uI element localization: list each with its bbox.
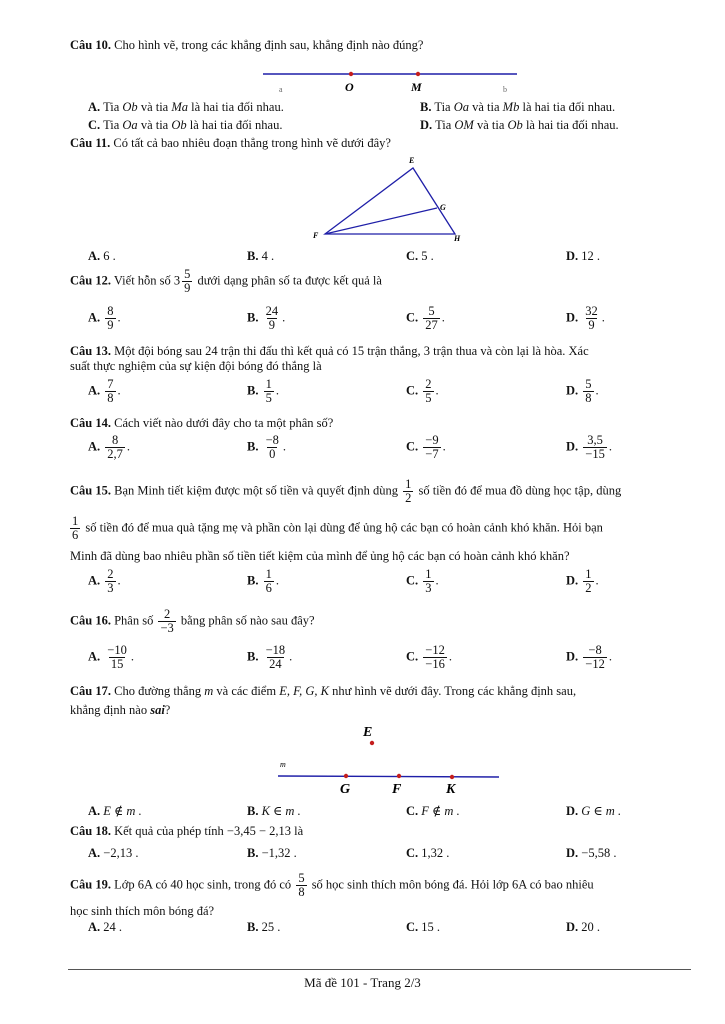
q18-option-c[interactable]: C. 1,32 . <box>406 846 450 860</box>
q14-option-c[interactable]: C. $\frac{-9}{-7}$ . <box>406 433 446 461</box>
label-e: E <box>363 725 373 740</box>
label-g: G <box>340 782 351 797</box>
point-m <box>416 72 420 76</box>
q18-option-a[interactable]: A. −2,13 . <box>88 846 139 860</box>
q17-figure <box>270 722 510 800</box>
q18-option-d[interactable]: D. −5,58 . <box>566 846 617 860</box>
q12-option-b[interactable]: B. $\frac{24}{9}$ . <box>247 304 286 332</box>
q14-option-a[interactable]: A. $\frac{8}{2,7}$ . <box>88 433 131 461</box>
q19-option-c[interactable]: C. 15 . <box>406 920 441 934</box>
label-f: F <box>313 231 319 240</box>
label-b: b <box>503 85 507 94</box>
q10-option-c[interactable]: C. Tia Oa và tia Ob là hai tia đối nhau. <box>88 118 283 132</box>
q17-option-d[interactable]: D. G ∈ m . <box>566 804 622 818</box>
label-a: a <box>279 85 283 94</box>
label-m: M <box>411 80 422 94</box>
point-f <box>397 774 401 778</box>
q10-figure <box>255 62 525 98</box>
triangle-efh <box>325 168 455 234</box>
q12-stem: Câu 12. Viết hỗn số 3 $\frac{5}{9}$ dưới dạng phân số ta được kết quả là <box>70 267 382 295</box>
q15-stem-line2: $\frac{1}{6}$ số tiền đó để mua quà tặng mẹ và phần còn lại dùng để ủng hộ các bạn có hoàn cảnh khó khăn. Hỏi bạn <box>72 514 603 542</box>
q13-option-a[interactable]: A. $\frac{7}{8}$ . <box>88 377 121 405</box>
q12-option-a[interactable]: A. $\frac{8}{9}$ . <box>88 304 121 332</box>
q16-option-a[interactable]: A. $\frac{-10}{15}$ . <box>88 643 134 671</box>
q15-option-b[interactable]: B. $\frac{1}{6}$ . <box>247 567 279 595</box>
q18-stem: Câu 18. Kết quả của phép tính −3,45 − 2,13 là <box>70 824 304 838</box>
point-o <box>349 72 353 76</box>
q19-option-d[interactable]: D. 20 . <box>566 920 601 934</box>
label-h: H <box>454 234 461 243</box>
q13-option-d[interactable]: D. $\frac{5}{8}$ . <box>566 377 599 405</box>
label-o: O <box>345 80 354 94</box>
point-g <box>344 774 348 778</box>
q11-figure <box>305 154 475 246</box>
q10-option-a[interactable]: A. Tia Ob và tia Ma là hai tia đối nhau. <box>88 100 284 114</box>
q17-option-a[interactable]: A. E ∉ m . <box>88 804 142 818</box>
q17-stem: Câu 17. Cho đường thẳng m và các điểm E, F, G, K như hình vẽ dưới đây. Trong các khẳng định sau, <box>70 684 577 698</box>
q15-option-c[interactable]: C. $\frac{1}{3}$ . <box>406 567 439 595</box>
q15-option-d[interactable]: D. $\frac{1}{2}$ . <box>566 567 599 595</box>
q19-stem-line2: học sinh thích môn bóng đá? <box>70 904 215 918</box>
q12-option-d[interactable]: D. $\frac{32}{9}$ . <box>566 304 605 332</box>
mixed-number-fraction: $\frac{5}{9}$ <box>184 267 191 295</box>
page-footer: Mã đề 101 - Trang 2/3 <box>304 975 421 990</box>
q10-option-b[interactable]: B. Tia Oa và tia Mb là hai tia đối nhau. <box>420 100 616 114</box>
q13-stem: Câu 13. Một đội bóng sau 24 trận thi đấu thì kết quả có 15 trận thắng, 3 trận thua và còn lại là hòa. Xác <box>70 344 589 358</box>
q13-stem-line2: suất thực nghiệm của sự kiện đội bóng đó thắng là <box>70 359 322 373</box>
point-k <box>450 775 454 779</box>
q14-option-d[interactable]: D. $\frac{3,5}{-15}$ . <box>566 433 612 461</box>
q11-option-d[interactable]: D. 12 . <box>566 249 601 263</box>
q19-option-a[interactable]: A. 24 . <box>88 920 123 934</box>
q16-option-d[interactable]: D. $\frac{-8}{-12}$ . <box>566 643 612 671</box>
label-f: F <box>392 782 402 797</box>
q11-option-c[interactable]: C. 5 . <box>406 249 434 263</box>
q14-option-b[interactable]: B. $\frac{-8}{0}$ . <box>247 433 287 461</box>
q15-stem-line3: Minh đã dùng bao nhiêu phần số tiền tiết kiệm của mình để ủng hộ các bạn có hoàn cảnh khó khăn? <box>70 549 570 563</box>
q13-option-b[interactable]: B. $\frac{1}{5}$ . <box>247 377 279 405</box>
q16-option-c[interactable]: C. $\frac{-12}{-16}$ . <box>406 643 452 671</box>
q18-option-b[interactable]: B. −1,32 . <box>247 846 297 860</box>
label-e: E <box>409 156 415 165</box>
label-k: K <box>446 782 456 797</box>
q10-option-d[interactable]: D. Tia OM và tia Ob là hai tia đối nhau. <box>420 118 619 132</box>
q16-option-b[interactable]: B. $\frac{-18}{24}$ . <box>247 643 293 671</box>
footer-divider <box>68 969 691 970</box>
q19-option-b[interactable]: B. 25 . <box>247 920 281 934</box>
point-e <box>370 741 374 745</box>
q17-stem-line2: khẳng định nào sai? <box>70 703 171 717</box>
q10-stem: Câu 10. Cho hình vẽ, trong các khẳng định sau, khẳng định nào đúng? <box>70 38 424 52</box>
q12-option-c[interactable]: C. $\frac{5}{27}$ . <box>406 304 445 332</box>
q19-stem: Câu 19. Lớp 6A có 40 học sinh, trong đó có $\frac{5}{8}$ số học sinh thích môn bóng đá. Hỏi lớp 6A có bao nhiêu <box>70 871 594 899</box>
q11-option-a[interactable]: A. 6 . <box>88 249 116 263</box>
label-g: G <box>440 203 446 212</box>
label-m: m <box>280 760 286 769</box>
line-m <box>278 776 499 777</box>
q15-stem: Câu 15. Bạn Minh tiết kiệm được một số tiền và quyết định dùng $\frac{1}{2}$ số tiền đó để mua đồ dùng học tập, dùng <box>70 477 622 505</box>
q17-option-b[interactable]: B. K ∈ m . <box>247 804 301 818</box>
q11-stem: Câu 11. Có tất cả bao nhiêu đoạn thẳng trong hình vẽ dưới đây? <box>70 136 391 150</box>
q17-option-c[interactable]: C. F ∉ m . <box>406 804 460 818</box>
q11-option-b[interactable]: B. 4 . <box>247 249 275 263</box>
q14-stem: Câu 14. Cách viết nào dưới đây cho ta một phân số? <box>70 416 334 430</box>
q16-stem: Câu 16. Phân số $\frac{2}{-3}$ bằng phân số nào sau đây? <box>70 607 315 635</box>
q15-option-a[interactable]: A. $\frac{2}{3}$ . <box>88 567 121 595</box>
q13-option-c[interactable]: C. $\frac{2}{5}$ . <box>406 377 439 405</box>
